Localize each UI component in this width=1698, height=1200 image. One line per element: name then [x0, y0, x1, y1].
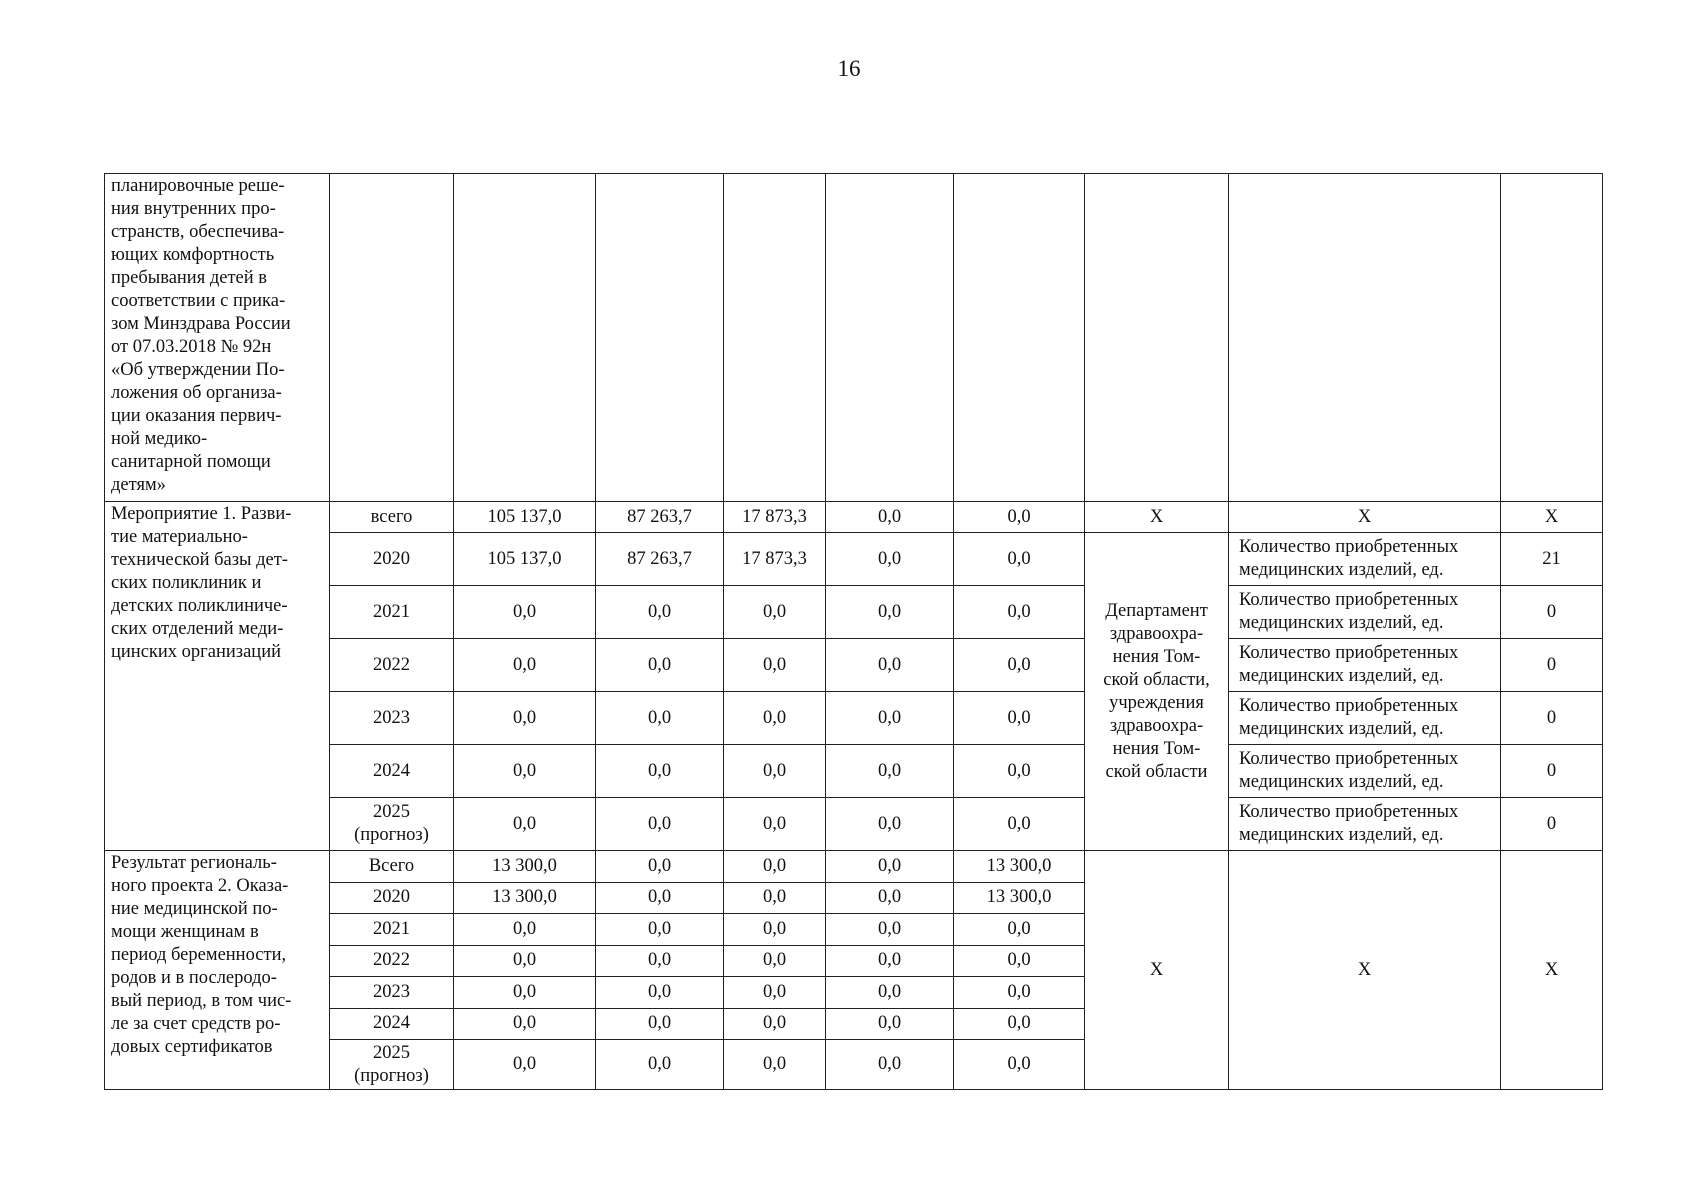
amount-cell: 0,0 [954, 502, 1085, 533]
year-label: 2024 [373, 760, 410, 781]
year-label: 2024 [373, 1013, 410, 1034]
amount-cell: 0,0 [826, 914, 954, 946]
year-cell [330, 639, 454, 692]
indicator-value-cell: 0 [1501, 586, 1603, 639]
result-2-title: Результат региональ- ного проекта 2. Оказа- ние медицинской по- мощи женщинам в период беременности, родов и в послеродо- вый период, в том чис- ле за счет средств ро- довых сертификатов [105, 851, 330, 1090]
empty-cell [454, 174, 596, 502]
empty-cell [596, 174, 724, 502]
empty-cell [954, 174, 1085, 502]
measure-1-title: Мероприятие 1. Разви- тие материально- технической базы дет- ских поликлиник и детских поликлиниче- ских отделений меди- цинских организаций [105, 502, 330, 851]
table-row [105, 533, 1603, 586]
year-cell [330, 745, 454, 798]
year-label: 2025 [373, 802, 410, 822]
amount-cell: 0,0 [954, 586, 1085, 639]
indicator-cell: Количество приобретенных медицинских изделий, ед. [1229, 639, 1501, 692]
amount-cell: 0,0 [454, 798, 596, 851]
indicator-value-cell: 21 [1501, 533, 1603, 586]
executor-cell: X [1085, 502, 1229, 533]
empty-cell [1501, 174, 1603, 502]
amount-cell: 0,0 [954, 533, 1085, 586]
amount-cell: 0,0 [724, 692, 826, 745]
amount-cell: 0,0 [826, 798, 954, 851]
amount-cell: 0,0 [596, 914, 724, 946]
amount-cell: 105 137,0 [454, 502, 596, 533]
amount-cell: 0,0 [826, 692, 954, 745]
year-label: 2021 [373, 601, 410, 622]
amount-cell: 0,0 [596, 692, 724, 745]
amount-cell: 0,0 [724, 977, 826, 1009]
amount-cell: 0,0 [954, 1008, 1085, 1040]
amount-cell: 87 263,7 [596, 502, 724, 533]
amount-cell: 0,0 [826, 533, 954, 586]
year-cell [330, 798, 454, 851]
indicator-value-cell: X [1501, 502, 1603, 533]
empty-cell [724, 174, 826, 502]
amount-cell: 17 873,3 [724, 502, 826, 533]
year-cell [330, 945, 454, 977]
year-label: 2025 [373, 1042, 410, 1063]
table-row [105, 798, 1603, 851]
amount-cell: 0,0 [826, 1008, 954, 1040]
amount-cell: 0,0 [596, 639, 724, 692]
amount-cell: 0,0 [724, 914, 826, 946]
empty-cell [1085, 174, 1229, 502]
indicator-value-cell: 0 [1501, 745, 1603, 798]
program-table [104, 173, 1603, 1090]
year-label: 2021 [373, 918, 410, 939]
amount-cell: 0,0 [826, 882, 954, 914]
amount-cell: 0,0 [826, 977, 954, 1009]
amount-cell: 0,0 [724, 1008, 826, 1040]
amount-cell: 0,0 [596, 882, 724, 914]
amount-cell: 0,0 [596, 798, 724, 851]
continuation-description: планировочные реше- ния внутренних про- странств, обеспечива- ющих комфортность пребывания детей в соответствии с прика- зом Минздрава России от 07.03.2018 № 92н «Об утверждении По- ложения об организа- ции оказания первич- ной медико- санитарной помощи детям» [105, 174, 330, 502]
amount-cell: 0,0 [826, 945, 954, 977]
year-cell [330, 977, 454, 1009]
amount-cell: 0,0 [596, 945, 724, 977]
amount-cell: 13 300,0 [954, 882, 1085, 914]
year-label: 2020 [373, 548, 410, 569]
amount-cell: 0,0 [954, 945, 1085, 977]
indicator-value-cell: 0 [1501, 692, 1603, 745]
amount-cell: 0,0 [826, 639, 954, 692]
amount-cell: 0,0 [954, 692, 1085, 745]
indicator-cell: Количество приобретенных медицинских изделий, ед. [1229, 745, 1501, 798]
amount-cell: 0,0 [826, 1040, 954, 1090]
amount-cell: 0,0 [954, 977, 1085, 1009]
amount-cell: 0,0 [596, 586, 724, 639]
year-cell [330, 1008, 454, 1040]
amount-cell: 0,0 [596, 745, 724, 798]
amount-cell: 0,0 [724, 586, 826, 639]
empty-cell [1229, 174, 1501, 502]
amount-cell: 0,0 [454, 1008, 596, 1040]
table-row [105, 692, 1603, 745]
amount-cell: 0,0 [724, 639, 826, 692]
amount-cell: 0,0 [724, 945, 826, 977]
year-label: 2023 [373, 981, 410, 1002]
executor-cell: X [1085, 851, 1229, 1090]
amount-cell: 0,0 [724, 1040, 826, 1090]
empty-cell [826, 174, 954, 502]
amount-cell: 0,0 [724, 745, 826, 798]
table-row [105, 586, 1603, 639]
table-row [105, 745, 1603, 798]
total-label: всего [330, 502, 454, 533]
continuation-row [105, 174, 1603, 502]
year-cell [330, 586, 454, 639]
amount-cell: 0,0 [954, 914, 1085, 946]
year-cell [330, 1040, 454, 1090]
amount-cell: 0,0 [826, 586, 954, 639]
indicator-cell: X [1229, 502, 1501, 533]
amount-cell: 0,0 [596, 1040, 724, 1090]
amount-cell: 0,0 [724, 798, 826, 851]
indicator-cell: Количество приобретенных медицинских изделий, ед. [1229, 798, 1501, 851]
amount-cell: 0,0 [724, 851, 826, 883]
indicator-cell: X [1229, 851, 1501, 1090]
year-label: 2023 [373, 707, 410, 728]
amount-cell: 0,0 [454, 586, 596, 639]
amount-cell: 87 263,7 [596, 533, 724, 586]
indicator-cell: Количество приобретенных медицинских изделий, ед. [1229, 692, 1501, 745]
amount-cell: 0,0 [454, 914, 596, 946]
year-label: 2022 [373, 654, 410, 675]
year-label: 2020 [373, 887, 410, 908]
amount-cell: 0,0 [454, 692, 596, 745]
empty-cell [330, 174, 454, 502]
amount-cell: 0,0 [954, 745, 1085, 798]
year-cell [330, 692, 454, 745]
amount-cell: 13 300,0 [454, 882, 596, 914]
amount-cell: 0,0 [826, 745, 954, 798]
amount-cell: 17 873,3 [724, 533, 826, 586]
amount-cell: 0,0 [454, 745, 596, 798]
indicator-cell: Количество приобретенных медицинских изделий, ед. [1229, 586, 1501, 639]
amount-cell: 0,0 [826, 502, 954, 533]
year-label: 2022 [373, 950, 410, 971]
table-row [105, 639, 1603, 692]
amount-cell: 105 137,0 [454, 533, 596, 586]
amount-cell: 0,0 [596, 977, 724, 1009]
year-sublabel: (прогноз) [354, 825, 429, 845]
amount-cell: 0,0 [724, 882, 826, 914]
year-cell [330, 851, 454, 883]
table-body [105, 174, 1603, 1090]
year-cell [330, 882, 454, 914]
amount-cell: 0,0 [596, 851, 724, 883]
table-row [105, 851, 1603, 883]
executor-cell: Департамент здравоохра- нения Том- ской области, учреждения здравоохра- нения Том- ской области [1085, 533, 1229, 851]
amount-cell: 0,0 [454, 977, 596, 1009]
amount-cell: 0,0 [954, 798, 1085, 851]
indicator-value-cell: X [1501, 851, 1603, 1090]
amount-cell: 13 300,0 [454, 851, 596, 883]
year-sublabel: (прогноз) [354, 1065, 429, 1086]
year-cell [330, 914, 454, 946]
amount-cell: 0,0 [954, 639, 1085, 692]
indicator-cell: Количество приобретенных медицинских изделий, ед. [1229, 533, 1501, 586]
amount-cell: 0,0 [454, 1040, 596, 1090]
year-cell [330, 533, 454, 586]
page-number: 16 [837, 56, 861, 81]
amount-cell: 0,0 [596, 1008, 724, 1040]
amount-cell: 0,0 [454, 639, 596, 692]
amount-cell: 13 300,0 [954, 851, 1085, 883]
amount-cell: 0,0 [454, 945, 596, 977]
year-label: Всего [368, 855, 415, 876]
indicator-value-cell: 0 [1501, 798, 1603, 851]
amount-cell: 0,0 [954, 1040, 1085, 1090]
indicator-value-cell: 0 [1501, 639, 1603, 692]
amount-cell: 0,0 [826, 851, 954, 883]
table-row [105, 502, 1603, 533]
